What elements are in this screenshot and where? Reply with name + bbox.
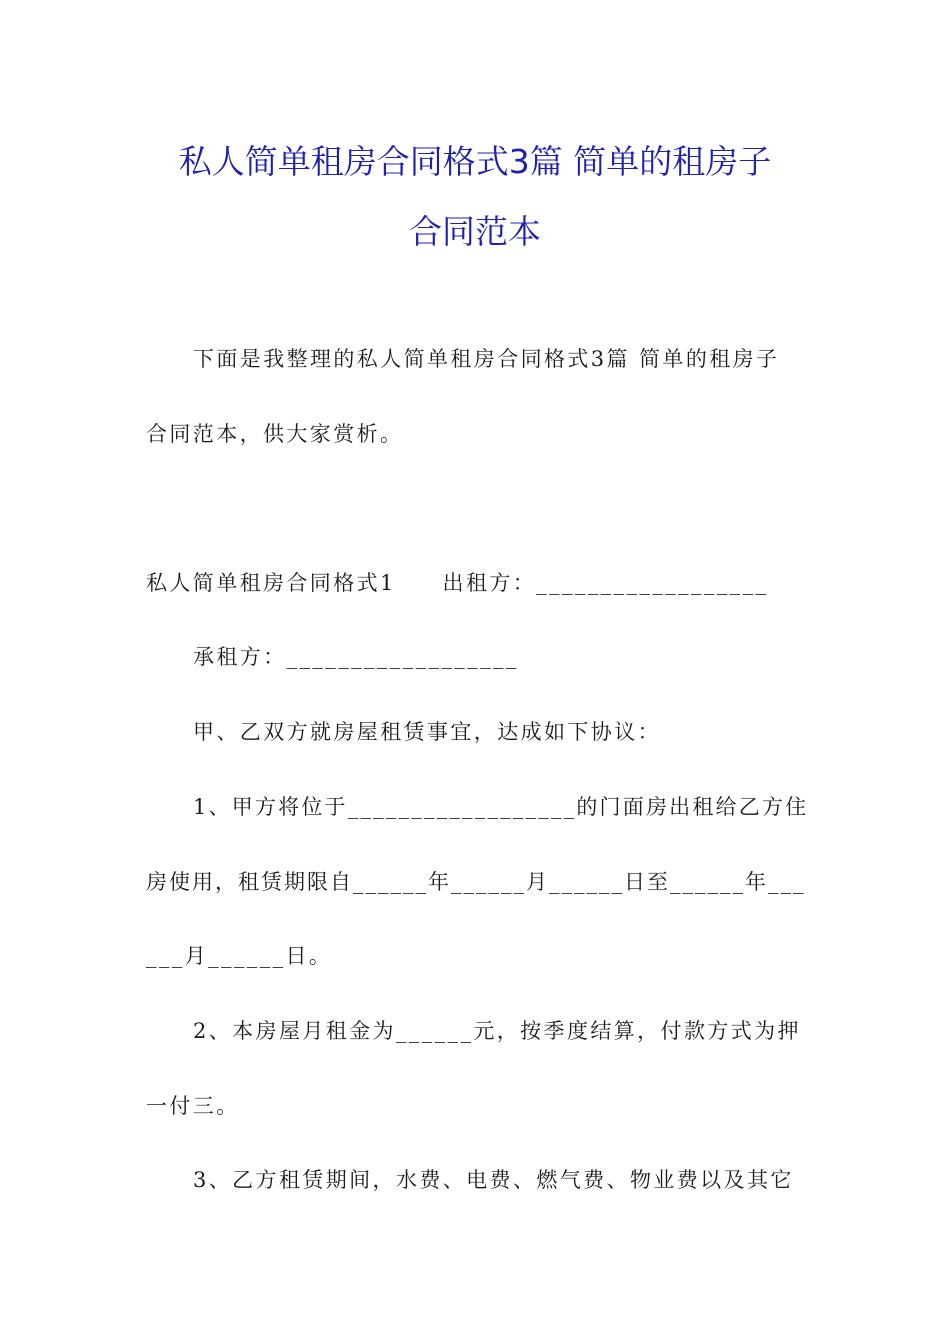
clause-2-line-2: 一付三。 [146,1094,240,1118]
clause-2-line-1: 2、本房屋月租金为______元，按季度结算，付款方式为押 [193,1019,801,1043]
clause-1-line-1: 1、甲方将位于__________________的门面房出租给乙方住 [193,795,809,819]
intro-paragraph-line-1: 下面是我整理的私人简单租房合同格式3篇 简单的租房子 [193,347,780,371]
clause-3-line-1: 3、乙方租赁期间，水费、电费、燃气费、物业费以及其它 [193,1168,794,1192]
clause-1-line-2: 房使用，租赁期限自______年______月______日至______年___ [146,870,806,894]
section-heading-landlord-line: 私人简单租房合同格式1 出租方：__________________ [146,571,769,595]
intro-paragraph-line-2: 合同范本，供大家赏析。 [146,422,404,446]
agreement-intro-line: 甲、乙双方就房屋租赁事宜，达成如下协议： [193,720,661,744]
tenant-line: 承租方：__________________ [193,645,519,669]
document-title-line-1: 私人简单租房合同格式3篇 简单的租房子 [178,142,772,181]
document-title-line-2: 合同范本 [409,212,541,251]
clause-1-line-3: ___月______日。 [146,944,333,968]
